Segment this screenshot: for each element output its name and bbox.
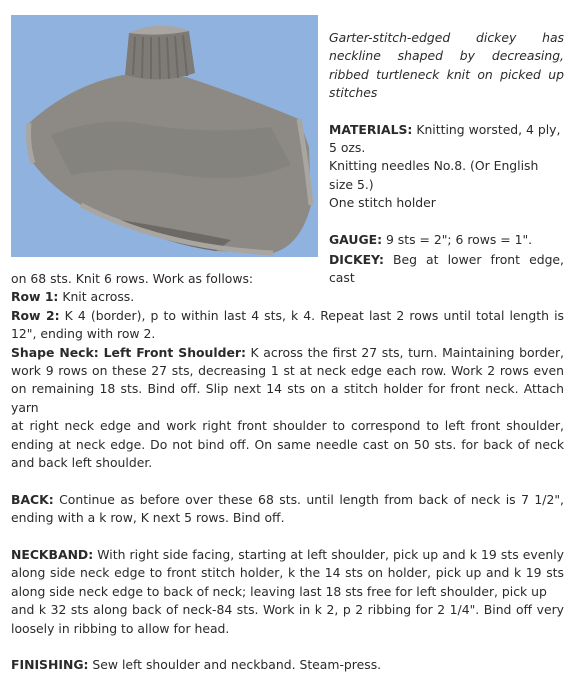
neckband-text: With right side facing, starting at left shoulder, pick up and k 19 sts evenly along side neck edge to front stitch holder, k the 14 sts on holder, pick up and k 19 sts along side neck edge to back of neck; leaving last 18 sts free for left shoulder, pick up <box>11 547 564 599</box>
dickey-text-start: Beg at lower front edge, cast <box>329 252 564 286</box>
materials-text: Knitting worsted, 4 ply, 5 ozs. <box>329 121 561 156</box>
shape-neck-paragraph <box>11 344 564 418</box>
back-paragraph <box>11 491 564 528</box>
row1-text: Knit across. <box>58 289 135 305</box>
materials-line1 <box>329 121 564 158</box>
neckband-label: NECKBAND: <box>11 547 94 563</box>
row2-paragraph <box>11 307 564 344</box>
materials-label: MATERIALS: <box>329 121 413 137</box>
shape-neck-label: Shape Neck: Left Front Shoulder: <box>11 344 246 360</box>
row1-label: Row 1: <box>11 289 59 305</box>
dickey-label: DICKEY: <box>329 252 384 267</box>
dickey-continued: on 68 sts. Knit 6 rows. Work as follows: <box>11 271 254 286</box>
photo-caption: Garter-stitch-edged dickey has neckline shaped by decreasing, ribbed turtleneck knit on picked up stitches <box>329 30 564 101</box>
gauge-line <box>329 231 564 249</box>
instructions-body <box>11 270 564 675</box>
shape-neck-paragraph-cont: at right neck edge and work right front shoulder to correspond to left front shoulder, ending at neck edge. Do not bind off. On same needle cast on 50 sts. for back of neck and back left shoulder. <box>11 418 564 471</box>
row1-line <box>11 288 564 306</box>
materials-line2: Knitting needles No.8. (Or English size 5.) <box>329 158 539 192</box>
back-text: Continue as before over these 68 sts. until length from back of neck is 7 1/2", ending with a k row, K next 5 rows. Bind off. <box>11 491 564 526</box>
materials-line3: One stitch holder <box>329 195 436 211</box>
shape-neck-text: K across the first 27 sts, turn. Maintaining border, work 9 rows on these 27 sts, decreasing 1 st at neck edge each row. Work 2 rows even on remaining 18 sts. Bind off. Slip next 14 sts on a stitch holder for front neck. Attach yarn <box>11 344 565 415</box>
neckband-paragraph-cont: and k 32 sts along back of neck-84 sts. Work in k 2, p 2 ribbing for 2 1/4". Bind off very loosely in ribbing to allow for head. <box>11 602 564 636</box>
row2-text: K 4 (border), p to within last 4 sts, k 4. Repeat last 2 rows until total length is 12", ending with row 2. <box>11 307 564 342</box>
row2-label: Row 2: <box>11 307 60 323</box>
side-column <box>329 29 564 249</box>
gauge-text: 9 sts = 2"; 6 rows = 1". <box>382 231 533 247</box>
finishing-label: FINISHING: <box>11 657 89 673</box>
neckband-paragraph <box>11 546 564 601</box>
finishing-text: Sew left shoulder and neckband. Steam-press. <box>88 657 382 673</box>
back-label: BACK: <box>11 491 54 507</box>
gauge-label: GAUGE: <box>329 231 383 247</box>
knitted-dickey-photo <box>11 15 318 257</box>
finishing-paragraph <box>11 656 564 674</box>
